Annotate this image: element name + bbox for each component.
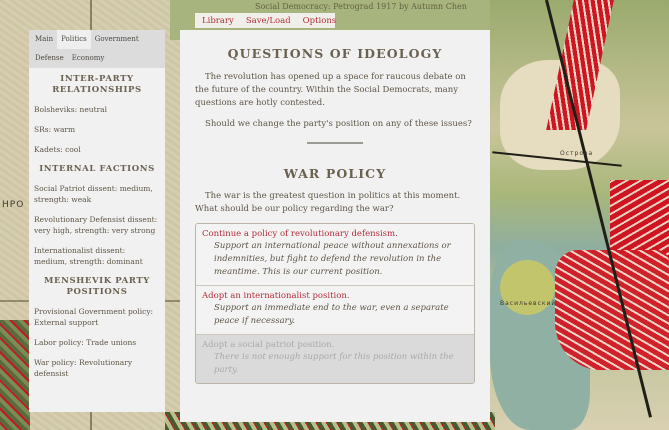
choice-label: Adopt a social patriot position. — [202, 340, 335, 350]
page-title: QUESTIONS OF IDEOLOGY — [227, 46, 443, 61]
choice-label: Continue a policy of revolutionary defensism. — [202, 229, 398, 239]
faction-social-patriot: Social Patriot dissent: medium, strength: weak — [34, 184, 153, 204]
map-label: Острова — [560, 150, 594, 157]
map-label: НРО — [2, 200, 25, 210]
tab-economy[interactable]: Economy — [71, 54, 105, 62]
story-panel — [180, 30, 490, 422]
position-labor: Labor policy: Trade unions — [34, 338, 137, 347]
choice-description: Support an immediate end to the war, even a separate peace if necessary. — [214, 303, 449, 326]
options-link[interactable]: Options — [302, 15, 337, 26]
section-text: The war is the greatest question in politics at this moment. What should be our policy regarding the war? — [195, 191, 461, 214]
section-divider — [307, 142, 363, 144]
position-war: War policy: Revolutionary defensist — [34, 358, 133, 378]
choice-list — [195, 223, 475, 384]
choice-description: There is not enough support for this position within the party. — [214, 352, 454, 375]
library-link[interactable]: Library — [202, 15, 234, 26]
tab-defense[interactable]: Defense — [35, 54, 64, 62]
choice-label: Adopt an internationalist position. — [202, 291, 350, 301]
map-label: Васильевский — [500, 300, 557, 307]
section-title: WAR POLICY — [283, 166, 387, 181]
faction-internationalist: Internationalist dissent: medium, strength: dominant — [34, 246, 143, 266]
choice-internationalist[interactable] — [196, 285, 474, 334]
relationship-kadets: Kadets: cool — [34, 145, 81, 154]
stats-sidebar — [29, 30, 165, 412]
party-positions-heading: MENSHEVIK PARTY POSITIONS — [44, 276, 150, 297]
intro-text: The revolution has opened up a space for raucous debate on the future of the country. Within the Social Democrats, many questions are hotly contested. — [195, 72, 466, 108]
question-text: Should we change the party's position on any of these issues? — [205, 119, 472, 129]
tab-politics[interactable]: Politics — [57, 30, 91, 49]
choice-social-patriot-disabled — [196, 334, 474, 383]
relationship-bolsheviks: Bolsheviks: neutral — [34, 105, 108, 114]
choice-revolutionary-defensism[interactable] — [196, 224, 474, 285]
top-nav — [195, 13, 335, 28]
map-caption: Social Democracy: Petrograd 1917 by Autumn Chen — [255, 2, 467, 11]
inter-party-heading: INTER-PARTY RELATIONSHIPS — [52, 74, 142, 95]
map-city-district — [0, 320, 30, 430]
choice-description: Support an international peace without annexations or indemnities, but fight to defend the revolution in the meantime. This is our current position. — [214, 241, 451, 277]
sidebar-tabs — [29, 30, 165, 68]
sidebar-content — [29, 68, 165, 379]
tab-government[interactable]: Government — [94, 35, 139, 43]
internal-factions-heading: INTERNAL FACTIONS — [39, 164, 155, 174]
map-city-district — [610, 180, 669, 260]
faction-revolutionary-defensist: Revolutionary Defensist dissent: very high, strength: very strong — [34, 215, 158, 235]
position-provisional-government: Provisional Government policy: External support — [34, 307, 154, 327]
save-load-link[interactable]: Save/Load — [245, 15, 291, 26]
tab-main[interactable]: Main — [35, 35, 54, 43]
relationship-srs: SRs: warm — [34, 125, 76, 134]
